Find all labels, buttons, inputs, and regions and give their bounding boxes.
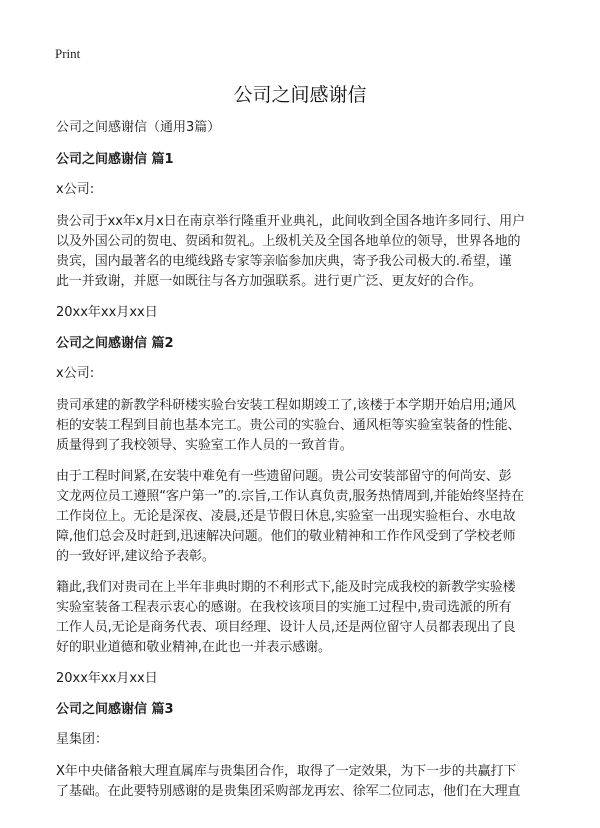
- letter-sections: [56, 150, 546, 802]
- letter-paragraph: [56, 212, 546, 292]
- letter-paragraph: [56, 578, 546, 658]
- paragraph-line: 贵公司于xx年x月x日在南京举行隆重开业典礼，此间收到全国各地许多同行、用户: [56, 214, 525, 229]
- letter-section: [56, 150, 546, 323]
- letter-greeting: x公司:: [56, 182, 95, 197]
- paragraph-line: 柜的安装工程到目前也基本完工。贵公司的实验台、通风柜等实验室装备的性能、: [56, 418, 521, 433]
- paragraph-line: 工作人员,无论是商务代表、项目经理、设计人员,还是两位留守人员都表现出了良: [56, 620, 516, 635]
- section-heading: 公司之间感谢信 篇2: [56, 336, 174, 351]
- letter-section: [56, 334, 546, 689]
- section-heading: 公司之间感谢信 篇3: [56, 702, 174, 717]
- print-link[interactable]: Print: [55, 46, 81, 61]
- paragraph-line: 的一致好评,建议给予表彰。: [56, 549, 215, 564]
- section-heading: 公司之间感谢信 篇1: [56, 152, 174, 167]
- letter-date: 20xx年xx月xx日: [56, 305, 158, 320]
- paragraph-line: 由于工程时间紧,在安装中难免有一些遗留问题。贵公司安装部留守的何尚安、彭: [56, 469, 512, 484]
- paragraph-line: 好的职业道德和敬业精神,在此也一并表示感谢。: [56, 640, 331, 655]
- letter-paragraph: [56, 762, 546, 802]
- document-subtitle: 公司之间感谢信（通用3篇）: [56, 120, 221, 135]
- letter-paragraph: [56, 396, 546, 456]
- paragraph-line: 障,他们总会及时赶到,迅速解决问题。他们的敬业精神和工作作风受到了学校老师: [56, 529, 516, 544]
- letter-greeting: 星集团：: [56, 732, 109, 747]
- paragraph-line: 了基础。在此要特别感谢的是贵集团采购部龙再宏、徐军二位同志，他们在大理直: [56, 784, 521, 799]
- letter-paragraph: [56, 467, 546, 567]
- paragraph-line: 质量得到了我校领导、实验室工作人员的一致首肯。: [56, 438, 353, 453]
- paragraph-line: 此一并致谢，并愿一如既往与各方加强联系。进行更广泛、更友好的合作。: [56, 274, 482, 289]
- paragraph-line: 贵司承建的新教学科研楼实验台安装工程如期竣工了,该楼于本学期开始启用;通风: [56, 398, 516, 413]
- letter-greeting: x公司:: [56, 366, 95, 381]
- paragraph-line: 工作岗位上。无论是深夜、凌晨,还是节假日休息,实验室一出现实验柜台、水电故: [56, 509, 516, 524]
- paragraph-line: 实验室装备工程表示衷心的感谢。在我校该项目的实施工过程中,贵司选派的所有: [56, 600, 512, 615]
- document-body: [56, 118, 546, 813]
- page-title: 公司之间感谢信: [233, 84, 367, 106]
- paragraph-line: 籍此,我们对贵司在上半年非典时期的不利形式下,能及时完成我校的新教学实验楼: [56, 580, 516, 595]
- paragraph-line: X年中央储备粮大理直属库与贵集团合作，取得了一定效果，为下一步的共赢打下: [56, 764, 517, 779]
- paragraph-line: 以及外国公司的贺电、贺函和贺礼。上级机关及全国各地单位的领导，世界各地的: [56, 234, 521, 249]
- paragraph-line: 贵宾，国内最著名的电缆线路专家等亲临参加庆典，寄予我公司极大的.希望，谨: [56, 254, 512, 269]
- letter-section: [56, 700, 546, 802]
- paragraph-line: 文龙两位员工遵照“客户第一”的.宗旨,工作认真负责,服务热情周到,并能始终坚持在: [56, 489, 524, 504]
- letter-date: 20xx年xx月xx日: [56, 671, 158, 686]
